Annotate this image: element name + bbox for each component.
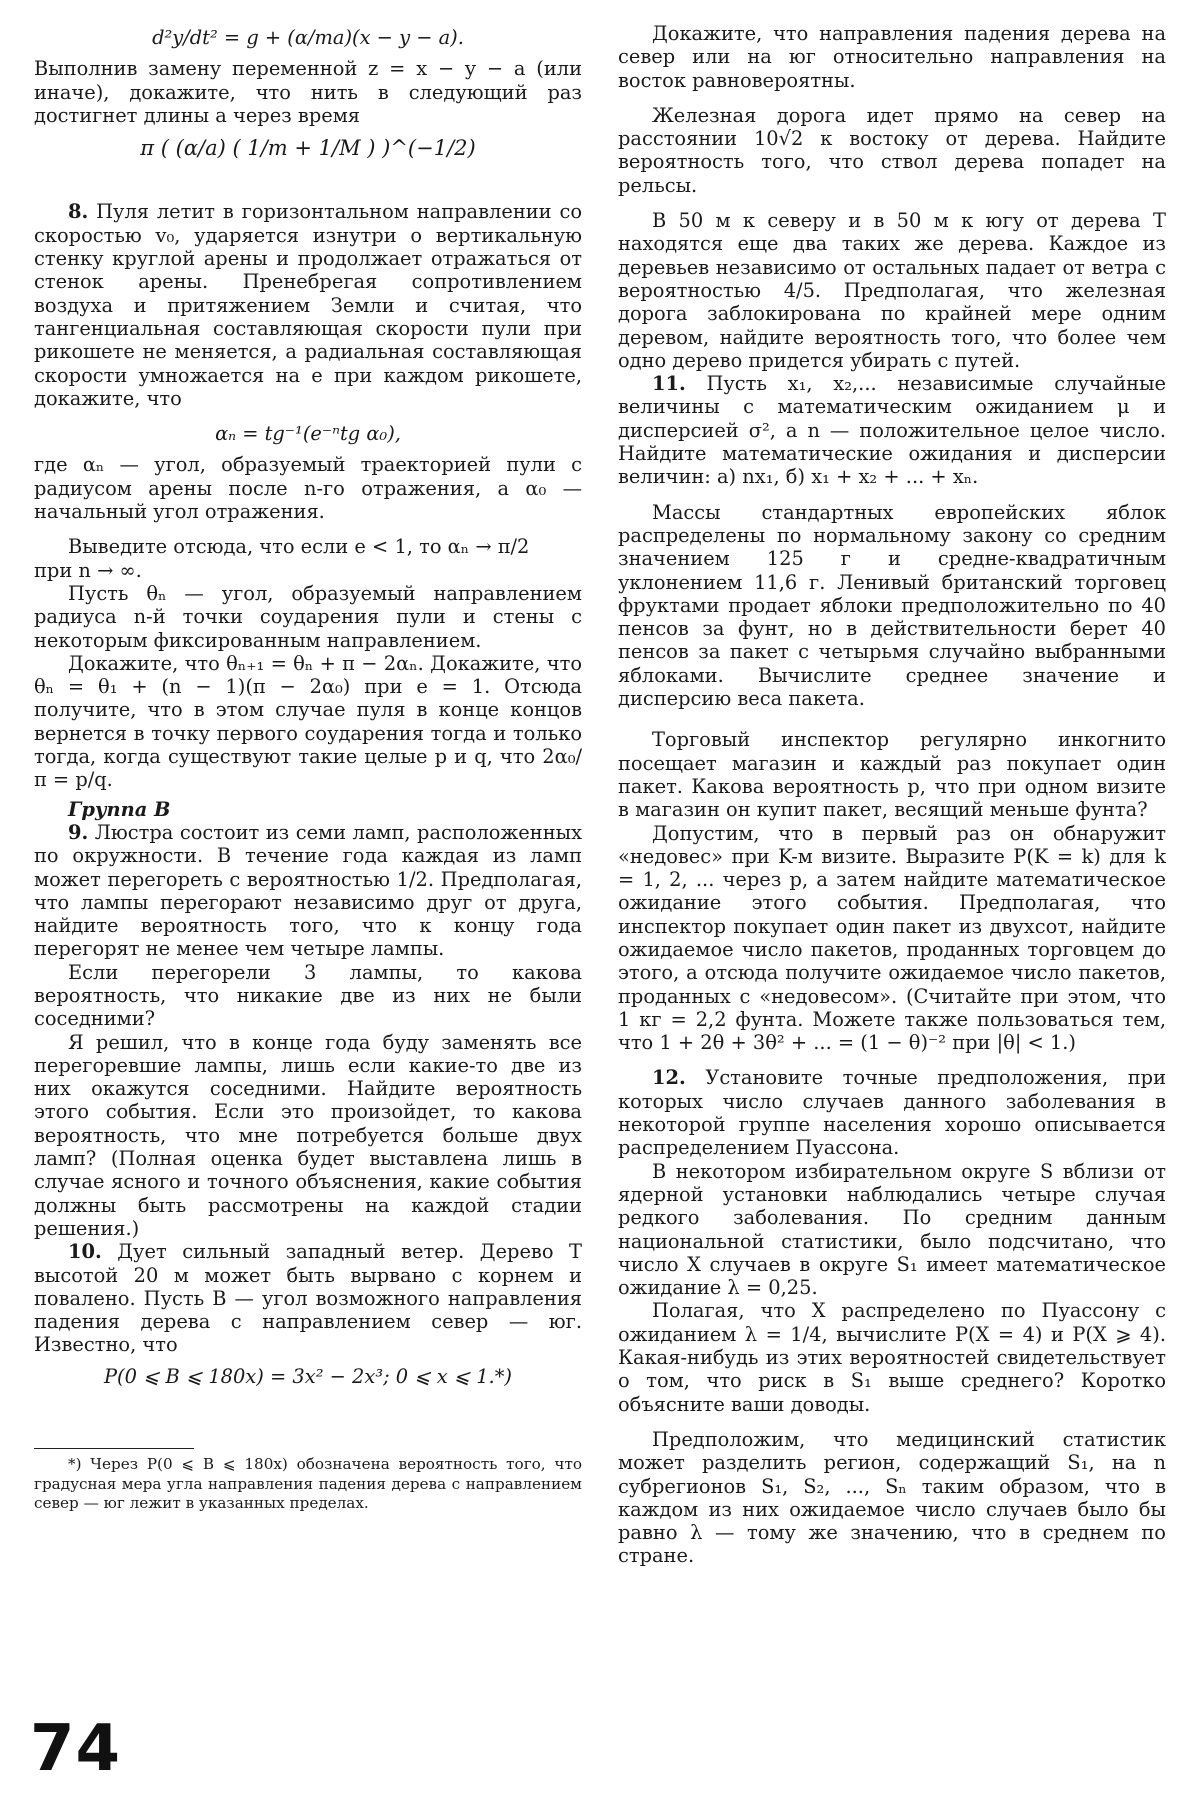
paragraph-equiprobable: Докажите, что направления падения дерева на север или на юг относительно направления на восток равновероятны. [618, 22, 1166, 92]
paragraph-derive-end: при n → ∞. [34, 558, 142, 582]
paragraph-inspector: Торговый инспектор регулярно инкогнито посещает магазин и каждый раз покупает один пакет. Какова вероятность p, что при одном визите в магазин он купит пакет, весящий меньше фунта? [618, 728, 1166, 822]
paragraph-poisson: Полагая, что X распределено по Пуассону с ожиданием λ = 1/4, вычислите P(X = 4) и P(X ⩾ 4). Какая-нибудь из этих вероятностей свидетельствует о том, что риск в S₁ выше среднего? Коротко объясните ваши доводы. [618, 1299, 1166, 1416]
problem-text: Дует сильный западный ветер. Дерево T высотой 20 м может быть вырвано с корнем и повалено. Пусть B — угол возможного направления падения дерева с направлением север — юг. Известно, что [34, 1240, 582, 1357]
formula-probability: P(0 ⩽ B ⩽ 180x) = 3x² − 2x³; 0 ⩽ x ⩽ 1.*) [104, 1364, 512, 1388]
formula-differential-equation: d²y/dt² = g + (α/ma)(x − y − a). [152, 26, 464, 49]
paragraph-substitution: Выполнив замену переменной z = x − y − a (или иначе), докажите, что нить в следующий раз достигнет длины a через время [34, 57, 582, 127]
paragraph-district: В некотором избирательном округе S вблизи от ядерной установки наблюдались четыре случая редкого заболевания. По средним данным национальной статистики, было подсчитано, что число X случаев в округе S₁ имеет математическое ожидание λ = 0,25. [618, 1159, 1166, 1300]
problem-9 [34, 821, 582, 961]
paragraph-where: где αₙ — угол, образуемый траекторией пули с радиусом арены после n-го отражения, а α₀ — начальный угол отражения. [34, 453, 582, 524]
paragraph-theta: Пусть θₙ — угол, образуемый направлением радиуса n-й точки соударения пули и стены с некоторым фиксированным направлением. [34, 581, 582, 652]
problem-12 [618, 1066, 1166, 1159]
paragraph-three-trees: В 50 м к северу и в 50 м к югу от дерева T находятся еще два таких же дерева. Каждое из деревьев независимо от остальных падает от ветра с вероятностью 4/5. Предполагая, что железная дорога заблокирована по крайней мере одним деревом, найдите вероятность того, что более чем одно дерево придется убирать с путей. [618, 209, 1166, 372]
problem-text: Пусть x₁, x₂,... независимые случайные величины с математическим ожиданием μ и дисперсией σ², а n — положительное целое число. Найдите математические ожидания и дисперсии величин: а) nx₁, б) x₁ + x₂ + ... + xₙ. [618, 372, 1166, 489]
footnote-divider [34, 1448, 194, 1449]
problem-text: Люстра состоит из семи ламп, расположенных по окружности. В течение года каждая из ламп может перегореть с вероятностью 1/2. Предполагая, что лампы перегорают независимо друг от друга, найдите вероятность того, что к концу года перегорят не менее чем четыре лампы. [34, 820, 583, 961]
paragraph-apples: Массы стандартных европейских яблок распределены по нормальному закону со средним значением 125 г и средне-квадратичным уклонением 11,6 г. Ленивый британский торговец фруктами продает яблоки предположительно по 40 пенсов за фунт, но в действительности берет 40 пенсов за пакет с четырьмя случайно выбранными яблоками. Вычислите среднее значение и дисперсию веса пакета. [618, 500, 1166, 711]
problem-11 [618, 372, 1166, 488]
problem-number: 12. [652, 1066, 686, 1090]
paragraph-prove: Докажите, что θₙ₊₁ = θₙ + π − 2αₙ. Докажите, что θₙ = θ₁ + (n − 1)(π − 2α₀) при e = 1. Отсюда получите, что в этом случае пуля в конце концов вернется в точку первого соударения тогда и только тогда, когда существуют такие целые p и q, что 2α₀/π = p/q. [34, 651, 582, 792]
problem-number: 9. [68, 820, 89, 844]
left-column [34, 22, 582, 1514]
problem-10 [34, 1240, 582, 1356]
problem-text: Пуля летит в горизонтальном направлении со скоростью v₀, ударяется изнутри о вертикальную стенку круглой арены и продолжает отражаться от стенок арены. Пренебрегая сопротивлением воздуха и притяжением Земли и считая, что тангенциальная составляющая скорости пули при рикошете не меняется, а радиальная составляющая скорости умножается на e при каждом рикошете, докажите, что [34, 200, 582, 410]
paragraph-assume: Допустим, что в первый раз он обнаружит «недовес» при K-м визите. Выразите P(K = k) для k = 1, 2, ... через p, а затем найдите математическое ожидание этого события. Предполагая, что инспектор покупает один пакет из двухсот, найдите ожидаемое число пакетов, проданных торговцем до этого, а отсюда получите ожидаемое число пакетов, проданных с «недовесом». (Считайте при этом, что 1 кг = 2,2 фунта. Можете также пользоваться тем, что 1 + 2θ + 3θ² + ... = (1 − θ)⁻² при |θ| < 1.) [618, 821, 1166, 1055]
paragraph-9c: Я решил, что в конце года буду заменять все перегоревшие лампы, лишь если какие-то две из них окажутся соседними. Найдите вероятность этого события. Если это произойдет, то какова вероятность, что мне потребуется больше двух ламп? (Полная оценка будет выставлена лишь в случае ясного и точного объяснения, какие события должны быть рассмотрены на каждой стадии решения.) [34, 1030, 582, 1240]
paragraph-railway: Железная дорога идет прямо на север на расстоянии 10√2 к востоку от дерева. Найдите вероятность того, что ствол дерева попадет на рельсы. [618, 103, 1166, 197]
page-number: 74 [30, 1712, 122, 1786]
paragraph-derive: Выведите отсюда, что если e < 1, то αₙ → π/2 [68, 535, 530, 559]
problem-8 [34, 200, 582, 410]
problem-text: Установите точные предположения, при которых число случаев данного заболевания в некоторой группе населения хорошо описывается распределением Пуассона. [618, 1066, 1166, 1160]
footnote: *) Через P(0 ⩽ B ⩽ 180x) обозначена вероятность того, что градусная мера угла направления падения дерева с направлением север — юг лежит в указанных пределах. [34, 1455, 582, 1513]
problem-number: 8. [68, 200, 89, 224]
paragraph-9b: Если перегорели 3 лампы, то какова вероятность, что никакие две из них не были соседними? [34, 960, 582, 1031]
formula-time: π ( (α/a) ( 1/m + 1/M ) )^(−1/2) [140, 136, 476, 161]
problem-number: 11. [652, 372, 686, 396]
section-heading-group-b: Группа B [68, 797, 171, 821]
problem-number: 10. [68, 1240, 102, 1264]
formula-alpha: αₙ = tg⁻¹(e⁻ⁿtg α₀), [215, 422, 401, 446]
right-column [618, 22, 1166, 1568]
paragraph-statistician: Предположим, что медицинский статистик может разделить регион, содержащий S₁, на n субрегионов S₁, S₂, ..., Sₙ таким образом, что в каждом из них ожидаемое число случаев было бы равно λ — тому же значению, что в среднем по стране. [618, 1427, 1166, 1568]
